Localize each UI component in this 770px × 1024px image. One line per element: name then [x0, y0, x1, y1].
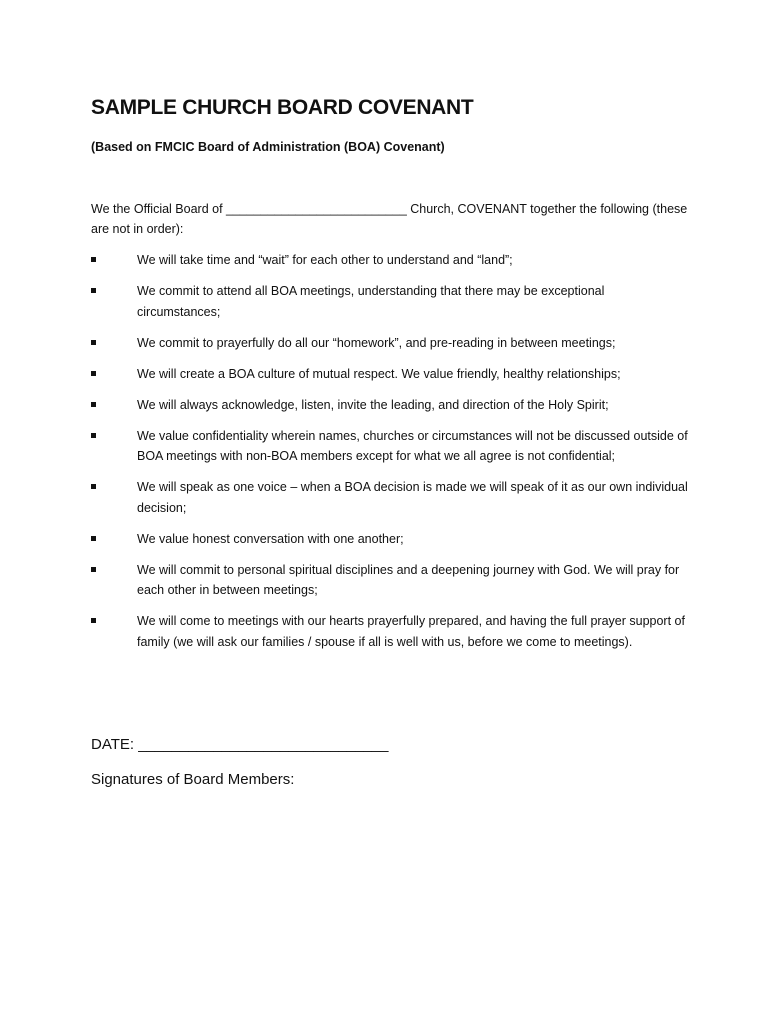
square-bullet-icon	[91, 536, 96, 541]
list-item-text: We commit to prayerfully do all our “homework”, and pre-reading in between meetings;	[137, 335, 616, 350]
list-item-text: We value confidentiality wherein names, churches or circumstances will not be discussed outside of BOA meetings with non-BOA members except for what we all agree is not confidential;	[137, 428, 688, 463]
signatures-heading: Signatures of Board Members:	[91, 771, 295, 788]
square-bullet-icon	[91, 567, 96, 572]
list-item-text: We value honest conversation with one another;	[137, 531, 404, 546]
square-bullet-icon	[91, 340, 96, 345]
square-bullet-icon	[91, 371, 96, 376]
list-item-text: We will take time and “wait” for each other to understand and “land”;	[137, 253, 513, 267]
square-bullet-icon	[91, 484, 96, 489]
list-item	[91, 611, 691, 652]
intro-paragraph: We the Official Board of __________________________ Church, COVENANT together the following (these are not in order):	[91, 202, 688, 236]
list-item-text: We will come to meetings with our hearts prayerfully prepared, and having the full prayer support of family (we will ask our families / spouse if all is well with us, before we come to meetings).	[137, 614, 685, 649]
list-item	[91, 364, 691, 385]
list-item	[91, 250, 691, 271]
date-line: DATE: ______________________________	[91, 736, 389, 753]
list-item	[91, 333, 691, 354]
list-item-text: We will always acknowledge, listen, invite the leading, and direction of the Holy Spirit;	[137, 397, 609, 412]
list-item	[91, 395, 691, 416]
list-item	[91, 560, 691, 601]
list-item	[91, 426, 691, 467]
square-bullet-icon	[91, 288, 96, 293]
square-bullet-icon	[91, 618, 96, 623]
list-item-text: We commit to attend all BOA meetings, understanding that there may be exceptional circumstances;	[137, 284, 605, 319]
list-item	[91, 477, 691, 518]
square-bullet-icon	[91, 433, 96, 438]
list-item-text: We will create a BOA culture of mutual respect. We value friendly, healthy relationships;	[137, 366, 621, 381]
list-item	[91, 529, 691, 550]
document-title: SAMPLE CHURCH BOARD COVENANT	[91, 96, 474, 119]
list-item	[91, 281, 691, 322]
list-item-text: We will speak as one voice – when a BOA decision is made we will speak of it as our own individual decision;	[137, 480, 688, 515]
covenant-list	[91, 250, 691, 663]
list-item-text: We will commit to personal spiritual disciplines and a deepening journey with God. We will pray for each other in between meetings;	[137, 562, 680, 597]
square-bullet-icon	[91, 257, 96, 262]
square-bullet-icon	[91, 402, 96, 407]
document-subtitle: (Based on FMCIC Board of Administration (BOA) Covenant)	[91, 140, 445, 154]
